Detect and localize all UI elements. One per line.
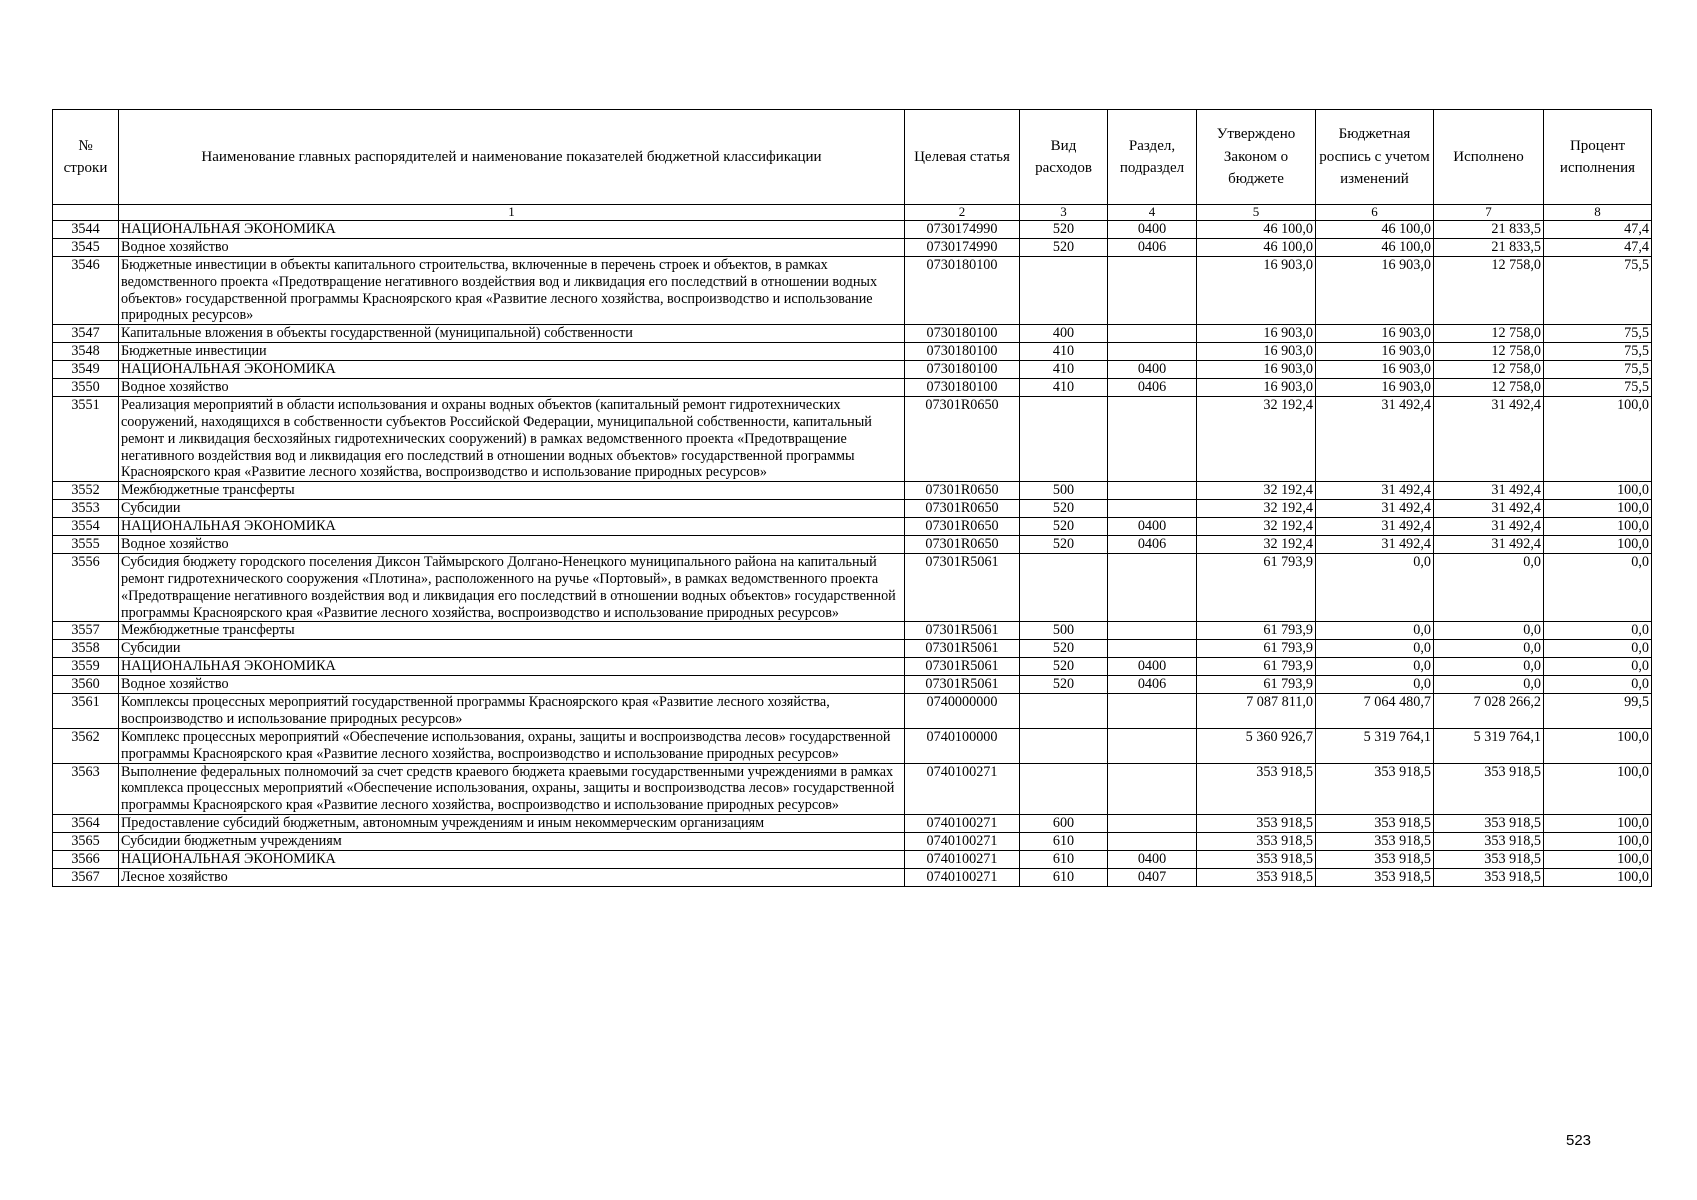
- target-article-cell: 07301R5061: [905, 640, 1020, 658]
- name-cell: Субсидии: [119, 500, 905, 518]
- section-cell: [1108, 396, 1197, 481]
- row-number-cell: 3551: [53, 396, 119, 481]
- executed-cell: 12 758,0: [1434, 378, 1544, 396]
- approved-cell: 16 903,0: [1197, 325, 1316, 343]
- executed-cell: 21 833,5: [1434, 238, 1544, 256]
- name-cell: Выполнение федеральных полномочий за счет средств краевого бюджета краевыми государственными учреждениями в рамках комплекса процессных мероприятий «Обеспечение использования, охраны, защиты и воспроизводства лесов» государственной программы Красноярского края «Развитие лесного хозяйства, воспроизводство и использование природных ресурсов»: [119, 763, 905, 815]
- executed-cell: 0,0: [1434, 622, 1544, 640]
- percent-cell: 100,0: [1544, 500, 1652, 518]
- expense-kind-cell: 520: [1020, 640, 1108, 658]
- approved-cell: 61 793,9: [1197, 553, 1316, 622]
- executed-cell: 31 492,4: [1434, 500, 1544, 518]
- target-article-cell: 07301R0650: [905, 482, 1020, 500]
- section-cell: [1108, 833, 1197, 851]
- executed-cell: 353 918,5: [1434, 851, 1544, 869]
- row-number-cell: 3554: [53, 518, 119, 536]
- budget-plan-cell: 7 064 480,7: [1316, 693, 1434, 728]
- approved-cell: 16 903,0: [1197, 378, 1316, 396]
- header-budget-plan: Бюджетная роспись с учетом изменений: [1316, 110, 1434, 205]
- percent-cell: 100,0: [1544, 482, 1652, 500]
- table-header-row: [53, 110, 1652, 205]
- percent-cell: 100,0: [1544, 396, 1652, 481]
- row-number-cell: 3560: [53, 676, 119, 694]
- budget-plan-cell: 0,0: [1316, 553, 1434, 622]
- header-row-number: № строки: [53, 110, 119, 205]
- section-cell: [1108, 763, 1197, 815]
- row-number-cell: 3562: [53, 728, 119, 763]
- expense-kind-cell: 400: [1020, 325, 1108, 343]
- expense-kind-cell: 410: [1020, 361, 1108, 379]
- target-article-cell: 0730174990: [905, 220, 1020, 238]
- executed-cell: 353 918,5: [1434, 815, 1544, 833]
- expense-kind-cell: 500: [1020, 482, 1108, 500]
- section-cell: [1108, 622, 1197, 640]
- executed-cell: 5 319 764,1: [1434, 728, 1544, 763]
- target-article-cell: 0730180100: [905, 325, 1020, 343]
- table-row: [53, 238, 1652, 256]
- approved-cell: 61 793,9: [1197, 658, 1316, 676]
- name-cell: Субсидия бюджету городского поселения Диксон Таймырского Долгано-Ненецкого муниципального района на капитальный ремонт гидротехнического сооружения «Плотина», расположенного на ручье «Портовый», в рамках ведомственного проекта «Предотвращение негативного воздействия вод и ликвидация его последствий в отношении водных объектов» государственной программы Красноярского края «Развитие лесного хозяйства, воспроизводство и использование природных ресурсов»: [119, 553, 905, 622]
- executed-cell: 12 758,0: [1434, 361, 1544, 379]
- expense-kind-cell: [1020, 396, 1108, 481]
- executed-cell: 0,0: [1434, 640, 1544, 658]
- budget-plan-cell: 16 903,0: [1316, 325, 1434, 343]
- table-row: [53, 728, 1652, 763]
- section-cell: 0406: [1108, 535, 1197, 553]
- section-cell: [1108, 256, 1197, 325]
- column-number: 7: [1434, 205, 1544, 221]
- row-number-cell: 3558: [53, 640, 119, 658]
- approved-cell: 353 918,5: [1197, 851, 1316, 869]
- budget-plan-cell: 353 918,5: [1316, 815, 1434, 833]
- percent-cell: 0,0: [1544, 622, 1652, 640]
- section-cell: 0407: [1108, 868, 1197, 886]
- header-target-article: Целевая статья: [905, 110, 1020, 205]
- name-cell: НАЦИОНАЛЬНАЯ ЭКОНОМИКА: [119, 851, 905, 869]
- column-number: 5: [1197, 205, 1316, 221]
- table-row: [53, 622, 1652, 640]
- table-row: [53, 833, 1652, 851]
- executed-cell: 31 492,4: [1434, 482, 1544, 500]
- row-number-cell: 3548: [53, 343, 119, 361]
- target-article-cell: 07301R5061: [905, 658, 1020, 676]
- column-number: 2: [905, 205, 1020, 221]
- approved-cell: 32 192,4: [1197, 396, 1316, 481]
- percent-cell: 75,5: [1544, 361, 1652, 379]
- percent-cell: 0,0: [1544, 676, 1652, 694]
- name-cell: Субсидии бюджетным учреждениям: [119, 833, 905, 851]
- approved-cell: 7 087 811,0: [1197, 693, 1316, 728]
- expense-kind-cell: 610: [1020, 851, 1108, 869]
- row-number-cell: 3545: [53, 238, 119, 256]
- table-body: [53, 220, 1652, 886]
- section-cell: [1108, 482, 1197, 500]
- percent-cell: 75,5: [1544, 325, 1652, 343]
- header-name: Наименование главных распорядителей и наименование показателей бюджетной классификации: [119, 110, 905, 205]
- name-cell: Водное хозяйство: [119, 535, 905, 553]
- target-article-cell: 07301R0650: [905, 518, 1020, 536]
- percent-cell: 100,0: [1544, 535, 1652, 553]
- approved-cell: 16 903,0: [1197, 256, 1316, 325]
- row-number-cell: 3553: [53, 500, 119, 518]
- header-percent: Процент исполнения: [1544, 110, 1652, 205]
- table-row: [53, 343, 1652, 361]
- approved-cell: 353 918,5: [1197, 833, 1316, 851]
- executed-cell: 0,0: [1434, 658, 1544, 676]
- percent-cell: 100,0: [1544, 763, 1652, 815]
- section-cell: 0400: [1108, 658, 1197, 676]
- target-article-cell: 0740100271: [905, 851, 1020, 869]
- row-number-cell: 3550: [53, 378, 119, 396]
- percent-cell: 0,0: [1544, 553, 1652, 622]
- row-number-cell: 3556: [53, 553, 119, 622]
- section-cell: [1108, 640, 1197, 658]
- expense-kind-cell: 520: [1020, 220, 1108, 238]
- budget-plan-cell: 31 492,4: [1316, 396, 1434, 481]
- name-cell: Межбюджетные трансферты: [119, 482, 905, 500]
- name-cell: Межбюджетные трансферты: [119, 622, 905, 640]
- expense-kind-cell: 610: [1020, 833, 1108, 851]
- section-cell: 0400: [1108, 220, 1197, 238]
- row-number-cell: 3564: [53, 815, 119, 833]
- percent-cell: 75,5: [1544, 343, 1652, 361]
- percent-cell: 47,4: [1544, 220, 1652, 238]
- table-row: [53, 693, 1652, 728]
- table-row: [53, 256, 1652, 325]
- approved-cell: 46 100,0: [1197, 220, 1316, 238]
- budget-plan-cell: 31 492,4: [1316, 482, 1434, 500]
- table-row: [53, 482, 1652, 500]
- percent-cell: 100,0: [1544, 815, 1652, 833]
- name-cell: Капитальные вложения в объекты государственной (муниципальной) собственности: [119, 325, 905, 343]
- executed-cell: 12 758,0: [1434, 343, 1544, 361]
- row-number-cell: 3549: [53, 361, 119, 379]
- expense-kind-cell: 520: [1020, 500, 1108, 518]
- approved-cell: 61 793,9: [1197, 622, 1316, 640]
- budget-plan-cell: 5 319 764,1: [1316, 728, 1434, 763]
- table-row: [53, 640, 1652, 658]
- executed-cell: 21 833,5: [1434, 220, 1544, 238]
- expense-kind-cell: 410: [1020, 378, 1108, 396]
- row-number-cell: 3544: [53, 220, 119, 238]
- budget-plan-cell: 0,0: [1316, 658, 1434, 676]
- target-article-cell: 0740100271: [905, 815, 1020, 833]
- budget-plan-cell: 353 918,5: [1316, 833, 1434, 851]
- budget-plan-cell: 46 100,0: [1316, 238, 1434, 256]
- executed-cell: 353 918,5: [1434, 833, 1544, 851]
- percent-cell: 100,0: [1544, 728, 1652, 763]
- expense-kind-cell: 520: [1020, 518, 1108, 536]
- row-number-cell: 3557: [53, 622, 119, 640]
- approved-cell: 353 918,5: [1197, 763, 1316, 815]
- column-number: 4: [1108, 205, 1197, 221]
- name-cell: Водное хозяйство: [119, 378, 905, 396]
- section-cell: [1108, 728, 1197, 763]
- table-row: [53, 676, 1652, 694]
- row-number-cell: 3565: [53, 833, 119, 851]
- percent-cell: 75,5: [1544, 378, 1652, 396]
- target-article-cell: 0730174990: [905, 238, 1020, 256]
- budget-plan-cell: 0,0: [1316, 676, 1434, 694]
- executed-cell: 7 028 266,2: [1434, 693, 1544, 728]
- expense-kind-cell: 520: [1020, 676, 1108, 694]
- row-number-cell: 3555: [53, 535, 119, 553]
- header-section: Раздел, подраздел: [1108, 110, 1197, 205]
- row-number-cell: 3563: [53, 763, 119, 815]
- name-cell: Лесное хозяйство: [119, 868, 905, 886]
- approved-cell: 32 192,4: [1197, 482, 1316, 500]
- expense-kind-cell: 520: [1020, 535, 1108, 553]
- expense-kind-cell: 500: [1020, 622, 1108, 640]
- header-approved: Утверждено Законом о бюджете: [1197, 110, 1316, 205]
- executed-cell: 31 492,4: [1434, 518, 1544, 536]
- header-expense-kind: Вид расходов: [1020, 110, 1108, 205]
- target-article-cell: 07301R0650: [905, 500, 1020, 518]
- row-number-cell: 3561: [53, 693, 119, 728]
- name-cell: Предоставление субсидий бюджетным, автономным учреждениям и иным некоммерческим организациям: [119, 815, 905, 833]
- name-cell: Субсидии: [119, 640, 905, 658]
- approved-cell: 353 918,5: [1197, 815, 1316, 833]
- table-row: [53, 553, 1652, 622]
- executed-cell: 0,0: [1434, 676, 1544, 694]
- expense-kind-cell: [1020, 553, 1108, 622]
- executed-cell: 31 492,4: [1434, 396, 1544, 481]
- table-row: [53, 851, 1652, 869]
- approved-cell: 61 793,9: [1197, 676, 1316, 694]
- budget-plan-cell: 353 918,5: [1316, 763, 1434, 815]
- table-row: [53, 378, 1652, 396]
- percent-cell: 47,4: [1544, 238, 1652, 256]
- approved-cell: 32 192,4: [1197, 500, 1316, 518]
- table-row: [53, 815, 1652, 833]
- budget-plan-cell: 16 903,0: [1316, 361, 1434, 379]
- executed-cell: 353 918,5: [1434, 763, 1544, 815]
- section-cell: [1108, 815, 1197, 833]
- table-row: [53, 500, 1652, 518]
- approved-cell: 16 903,0: [1197, 361, 1316, 379]
- section-cell: [1108, 343, 1197, 361]
- target-article-cell: 07301R0650: [905, 396, 1020, 481]
- expense-kind-cell: [1020, 728, 1108, 763]
- table-row: [53, 396, 1652, 481]
- page-number: 523: [1566, 1132, 1592, 1149]
- approved-cell: 353 918,5: [1197, 868, 1316, 886]
- section-cell: [1108, 693, 1197, 728]
- target-article-cell: 07301R5061: [905, 676, 1020, 694]
- table-row: [53, 535, 1652, 553]
- section-cell: 0400: [1108, 518, 1197, 536]
- name-cell: Бюджетные инвестиции: [119, 343, 905, 361]
- target-article-cell: 07301R0650: [905, 535, 1020, 553]
- executed-cell: 0,0: [1434, 553, 1544, 622]
- column-number: 6: [1316, 205, 1434, 221]
- name-cell: НАЦИОНАЛЬНАЯ ЭКОНОМИКА: [119, 361, 905, 379]
- budget-plan-cell: 31 492,4: [1316, 518, 1434, 536]
- table-row: [53, 763, 1652, 815]
- row-number-cell: 3552: [53, 482, 119, 500]
- column-number: 1: [119, 205, 905, 221]
- percent-cell: 75,5: [1544, 256, 1652, 325]
- approved-cell: 32 192,4: [1197, 535, 1316, 553]
- name-cell: Бюджетные инвестиции в объекты капитального строительства, включенные в перечень строек и объектов, в рамках ведомственного проекта «Предотвращение негативного воздействия вод и ликвидация его последствий в отношении водных объектов» государственной программы Красноярского края «Развитие лесного хозяйства, воспроизводство и использование природных ресурсов»: [119, 256, 905, 325]
- expense-kind-cell: 520: [1020, 658, 1108, 676]
- percent-cell: 100,0: [1544, 518, 1652, 536]
- target-article-cell: 0730180100: [905, 361, 1020, 379]
- name-cell: Водное хозяйство: [119, 238, 905, 256]
- name-cell: НАЦИОНАЛЬНАЯ ЭКОНОМИКА: [119, 518, 905, 536]
- executed-cell: 31 492,4: [1434, 535, 1544, 553]
- row-number-cell: 3566: [53, 851, 119, 869]
- table-row: [53, 220, 1652, 238]
- budget-execution-table: [52, 109, 1652, 887]
- target-article-cell: 0730180100: [905, 343, 1020, 361]
- section-cell: [1108, 325, 1197, 343]
- column-number: [53, 205, 119, 221]
- target-article-cell: 0740100271: [905, 868, 1020, 886]
- header-executed: Исполнено: [1434, 110, 1544, 205]
- target-article-cell: 07301R5061: [905, 622, 1020, 640]
- table-row: [53, 868, 1652, 886]
- budget-plan-cell: 46 100,0: [1316, 220, 1434, 238]
- expense-kind-cell: [1020, 763, 1108, 815]
- budget-plan-cell: 16 903,0: [1316, 343, 1434, 361]
- approved-cell: 61 793,9: [1197, 640, 1316, 658]
- percent-cell: 0,0: [1544, 658, 1652, 676]
- percent-cell: 99,5: [1544, 693, 1652, 728]
- budget-plan-cell: 16 903,0: [1316, 256, 1434, 325]
- percent-cell: 0,0: [1544, 640, 1652, 658]
- expense-kind-cell: [1020, 256, 1108, 325]
- section-cell: 0400: [1108, 851, 1197, 869]
- section-cell: 0406: [1108, 238, 1197, 256]
- row-number-cell: 3547: [53, 325, 119, 343]
- target-article-cell: 0740000000: [905, 693, 1020, 728]
- budget-plan-cell: 353 918,5: [1316, 851, 1434, 869]
- executed-cell: 12 758,0: [1434, 325, 1544, 343]
- expense-kind-cell: 410: [1020, 343, 1108, 361]
- target-article-cell: 0730180100: [905, 378, 1020, 396]
- percent-cell: 100,0: [1544, 851, 1652, 869]
- name-cell: Реализация мероприятий в области использования и охраны водных объектов (капитальный ремонт гидротехнических сооружений, находящихся в собственности субъектов Российской Федерации, муниципальной собственности, капитальный ремонт и ликвидация бесхозяйных гидротехнических сооружений) в рамках ведомственного проекта «Предотвращение негативного воздействия вод и ликвидация его последствий в отношении водных объектов» государственной программы Красноярского края «Развитие лесного хозяйства, воспроизводство и использование природных ресурсов»: [119, 396, 905, 481]
- name-cell: НАЦИОНАЛЬНАЯ ЭКОНОМИКА: [119, 658, 905, 676]
- name-cell: НАЦИОНАЛЬНАЯ ЭКОНОМИКА: [119, 220, 905, 238]
- section-cell: [1108, 500, 1197, 518]
- executed-cell: 12 758,0: [1434, 256, 1544, 325]
- column-number: 3: [1020, 205, 1108, 221]
- section-cell: [1108, 553, 1197, 622]
- budget-plan-cell: 353 918,5: [1316, 868, 1434, 886]
- percent-cell: 100,0: [1544, 868, 1652, 886]
- target-article-cell: 07301R5061: [905, 553, 1020, 622]
- name-cell: Водное хозяйство: [119, 676, 905, 694]
- row-number-cell: 3559: [53, 658, 119, 676]
- budget-plan-cell: 31 492,4: [1316, 535, 1434, 553]
- table-row: [53, 325, 1652, 343]
- table-row: [53, 361, 1652, 379]
- section-cell: 0406: [1108, 676, 1197, 694]
- expense-kind-cell: 600: [1020, 815, 1108, 833]
- budget-plan-cell: 16 903,0: [1316, 378, 1434, 396]
- table-row: [53, 518, 1652, 536]
- executed-cell: 353 918,5: [1434, 868, 1544, 886]
- column-number-row: [53, 205, 1652, 221]
- name-cell: Комплексы процессных мероприятий государственной программы Красноярского края «Развитие лесного хозяйства, воспроизводство и использование природных ресурсов»: [119, 693, 905, 728]
- column-number: 8: [1544, 205, 1652, 221]
- target-article-cell: 0740100271: [905, 763, 1020, 815]
- percent-cell: 100,0: [1544, 833, 1652, 851]
- approved-cell: 5 360 926,7: [1197, 728, 1316, 763]
- expense-kind-cell: 610: [1020, 868, 1108, 886]
- approved-cell: 46 100,0: [1197, 238, 1316, 256]
- target-article-cell: 0740100000: [905, 728, 1020, 763]
- target-article-cell: 0740100271: [905, 833, 1020, 851]
- budget-plan-cell: 31 492,4: [1316, 500, 1434, 518]
- row-number-cell: 3567: [53, 868, 119, 886]
- expense-kind-cell: 520: [1020, 238, 1108, 256]
- name-cell: Комплекс процессных мероприятий «Обеспечение использования, охраны, защиты и воспроизводства лесов» государственной программы Красноярского края «Развитие лесного хозяйства, воспроизводство и использование природных ресурсов»: [119, 728, 905, 763]
- section-cell: 0400: [1108, 361, 1197, 379]
- approved-cell: 32 192,4: [1197, 518, 1316, 536]
- table-row: [53, 658, 1652, 676]
- budget-plan-cell: 0,0: [1316, 640, 1434, 658]
- budget-plan-cell: 0,0: [1316, 622, 1434, 640]
- target-article-cell: 0730180100: [905, 256, 1020, 325]
- approved-cell: 16 903,0: [1197, 343, 1316, 361]
- expense-kind-cell: [1020, 693, 1108, 728]
- row-number-cell: 3546: [53, 256, 119, 325]
- section-cell: 0406: [1108, 378, 1197, 396]
